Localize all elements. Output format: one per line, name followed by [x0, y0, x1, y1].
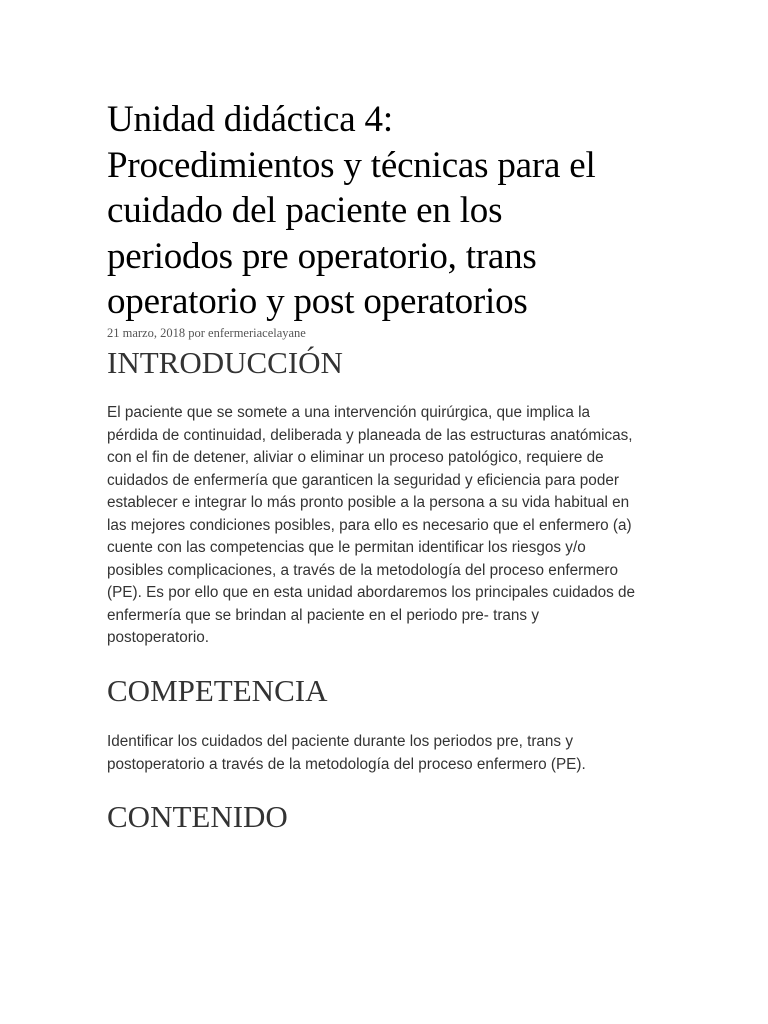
post-meta: 21 marzo, 2018 por enfermeriacelayane: [107, 326, 306, 340]
post-title-line: periodos pre operatorio, trans: [107, 235, 537, 277]
paragraph-line: cuidados de enfermería que garanticen la seguridad y eficiencia para poder: [107, 471, 619, 489]
post-title-line: Procedimientos y técnicas para el: [107, 144, 596, 186]
section-heading-introduccion: INTRODUCCIÓN: [107, 345, 343, 380]
paragraph-line: cuente con las competencias que le permitan identificar los riesgos y/o: [107, 539, 586, 556]
section-heading-competencia: COMPETENCIA: [107, 673, 328, 708]
paragraph-line: Identificar los cuidados del paciente durante los periodos pre, trans y: [107, 733, 573, 750]
post-title-line: Unidad didáctica 4:: [107, 99, 393, 140]
post-title-line: cuidado del paciente en los: [107, 190, 503, 231]
paragraph-line: establecer e integrar lo más pronto posible a la persona a su vida habitual en: [107, 494, 630, 511]
paragraph-line: postoperatorio.: [107, 629, 210, 646]
post-title: [107, 97, 667, 325]
paragraph-line: (PE). Es por ello que en esta unidad abordaremos los principales cuidados de: [107, 584, 636, 601]
paragraph-line: El paciente que se somete a una intervención quirúrgica, que implica la: [107, 404, 590, 421]
paragraph-line: pérdida de continuidad, deliberada y planeada de las estructuras anatómicas,: [107, 426, 633, 444]
paragraph-line: posibles complicaciones, a través de la metodología del proceso enfermero: [107, 561, 619, 579]
section-paragraph-competencia: [107, 731, 586, 776]
paragraph-line: las mejores condiciones posibles, para ello es necesario que el enfermero (a): [107, 516, 632, 534]
paragraph-line: con el fin de detener, aliviar o eliminar un proceso patológico, requiere de: [107, 449, 604, 466]
paragraph-line: enfermería que se brindan al paciente en el periodo pre- trans y: [107, 606, 539, 624]
post-title-line: operatorio y post operatorios: [107, 281, 528, 322]
paragraph-line: postoperatorio a través de la metodología del proceso enfermero (PE).: [107, 755, 586, 773]
section-paragraph-introduccion: [107, 402, 635, 650]
section-heading-contenido: CONTENIDO: [107, 799, 288, 834]
